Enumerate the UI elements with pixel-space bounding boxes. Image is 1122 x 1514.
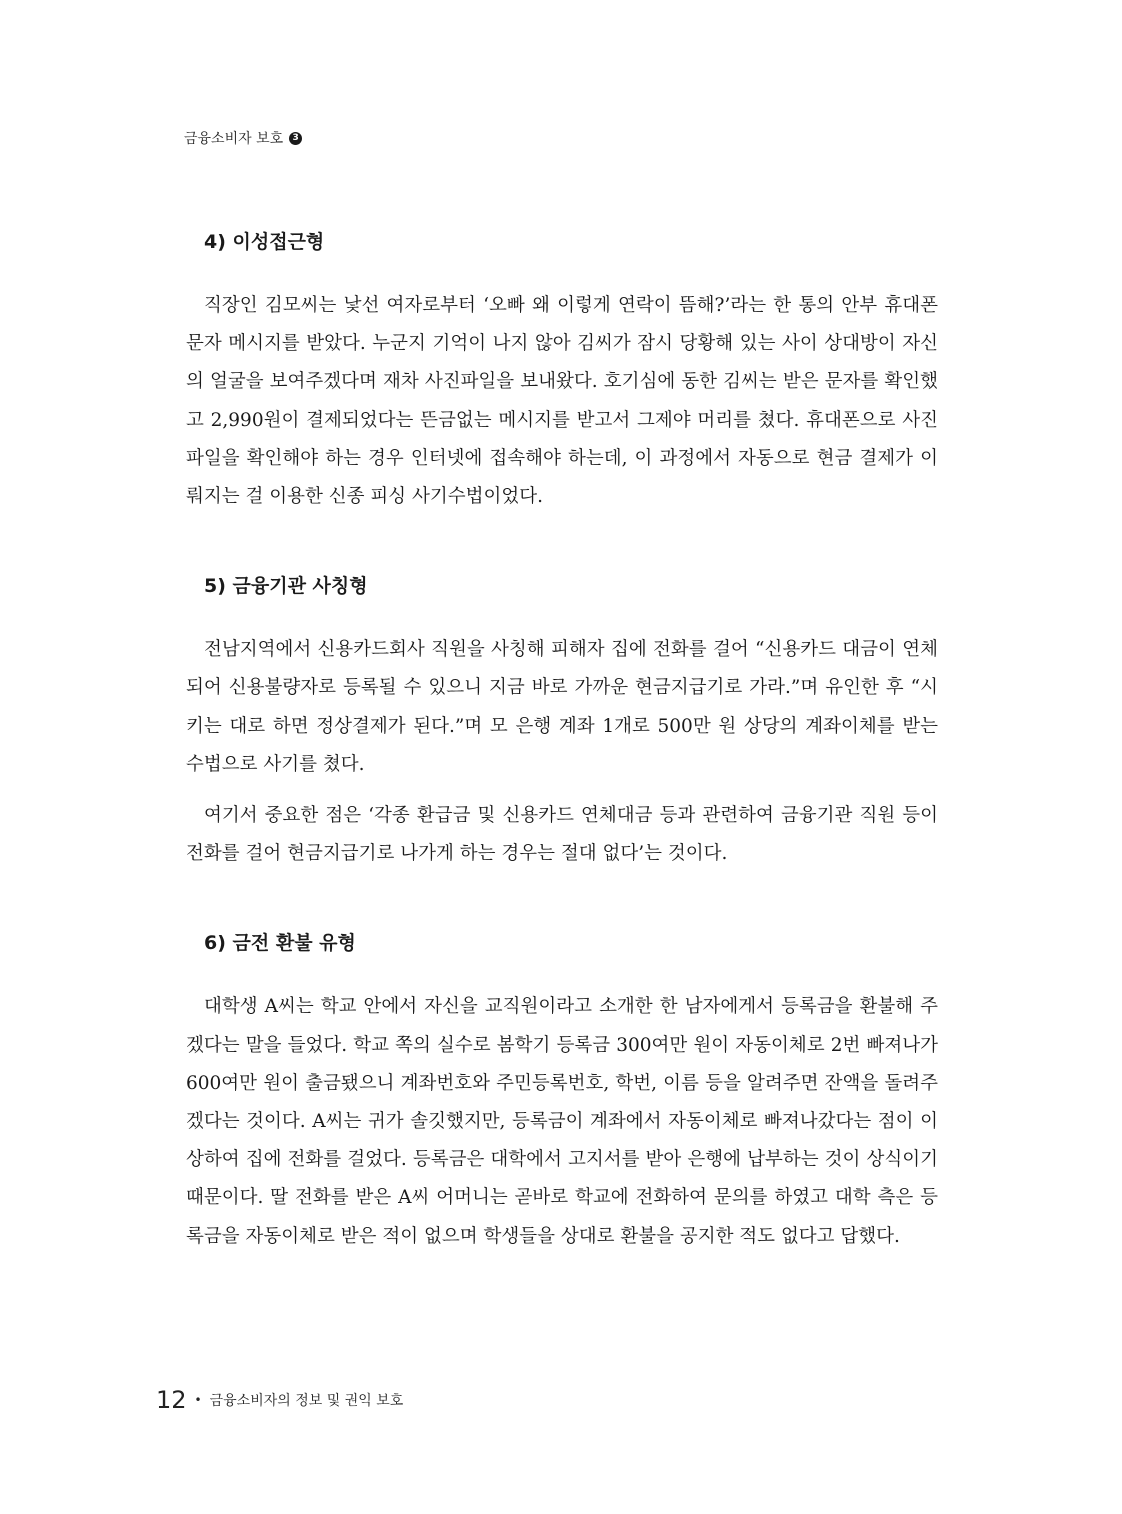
running-header [184,128,302,148]
section-heading-6: 6) 금전 환불 유형 [204,932,356,955]
chapter-number-badge: 3 [289,132,302,145]
section-5-paragraph-1: 전남지역에서 신용카드회사 직원을 사칭해 피해자 집에 전화를 걸어 “신용카드 대금이 연체되어 신용불량자로 등록될 수 있으니 지금 바로 가까운 현금지급기로 가라.”며 유인한 후 “시키는 대로 하면 정상결제가 된다.”며 모 은행 계좌 1개로 500만 원 상당의 계좌이체를 받는 수법으로 사기를 쳤다. [186,639,938,775]
page-body [186,222,938,1256]
page-footer [156,1386,403,1414]
footer-separator: • [194,1393,202,1407]
section-heading-4: 4) 이성접근형 [204,231,325,253]
book-title: 금융소비자의 정보 및 권익 보호 [209,1393,404,1409]
page-number: 12 [156,1386,187,1414]
section-6-paragraph: 대학생 A씨는 학교 안에서 자신을 교직원이라고 소개한 한 남자에게서 등록금을 환불해 주겠다는 말을 들었다. 학교 쪽의 실수로 봄학기 등록금 300여만 원이 자동이체로 2번 빠져나가 600여만 원이 출금됐으니 계좌번호와 주민등록번호, 학번, 이름 등을 알려주면 잔액을 돌려주겠다는 것이다. A씨는 귀가 솔깃했지만, 등록금이 계좌에서 자동이체로 빠져나갔다는 점이 이상하여 집에 전화를 걸었다. 등록금은 대학에서 고지서를 받아 은행에 납부하는 것이 상식이기 때문이다. 딸 전화를 받은 A씨 어머니는 곧바로 학교에 전화하여 문의를 하였고 대학 측은 등록금을 자동이체로 받은 적이 없으며 학생들을 상대로 환불을 공지한 적도 없다고 답했다. [186,996,939,1247]
section-heading-5: 5) 금융기관 사칭형 [204,575,368,598]
section-4-paragraph: 직장인 김모씨는 낯선 여자로부터 ‘오빠 왜 이렇게 연락이 뜸해?’라는 한 통의 안부 휴대폰 문자 메시지를 받았다. 누군지 기억이 나지 않아 김씨가 잠시 당황해 있는 사이 상대방이 자신의 얼굴을 보여주겠다며 재차 사진파일을 보내왔다. 호기심에 동한 김씨는 받은 문자를 확인했고 2,990원이 결제되었다는 뜬금없는 메시지를 받고서 그제야 머리를 쳤다. 휴대폰으로 사진파일을 확인해야 하는 경우 인터넷에 접속해야 하는데, 이 과정에서 자동으로 현금 결제가 이뤄지는 걸 이용한 신종 피싱 사기수법이었다. [186,295,938,508]
section-5-paragraph-2: 여기서 중요한 점은 ‘각종 환급금 및 신용카드 연체대금 등과 관련하여 금융기관 직원 등이 전화를 걸어 현금지급기로 나가게 하는 경우는 절대 없다’는 것이다. [186,805,938,865]
running-title: 금융소비자 보호 [184,131,284,147]
